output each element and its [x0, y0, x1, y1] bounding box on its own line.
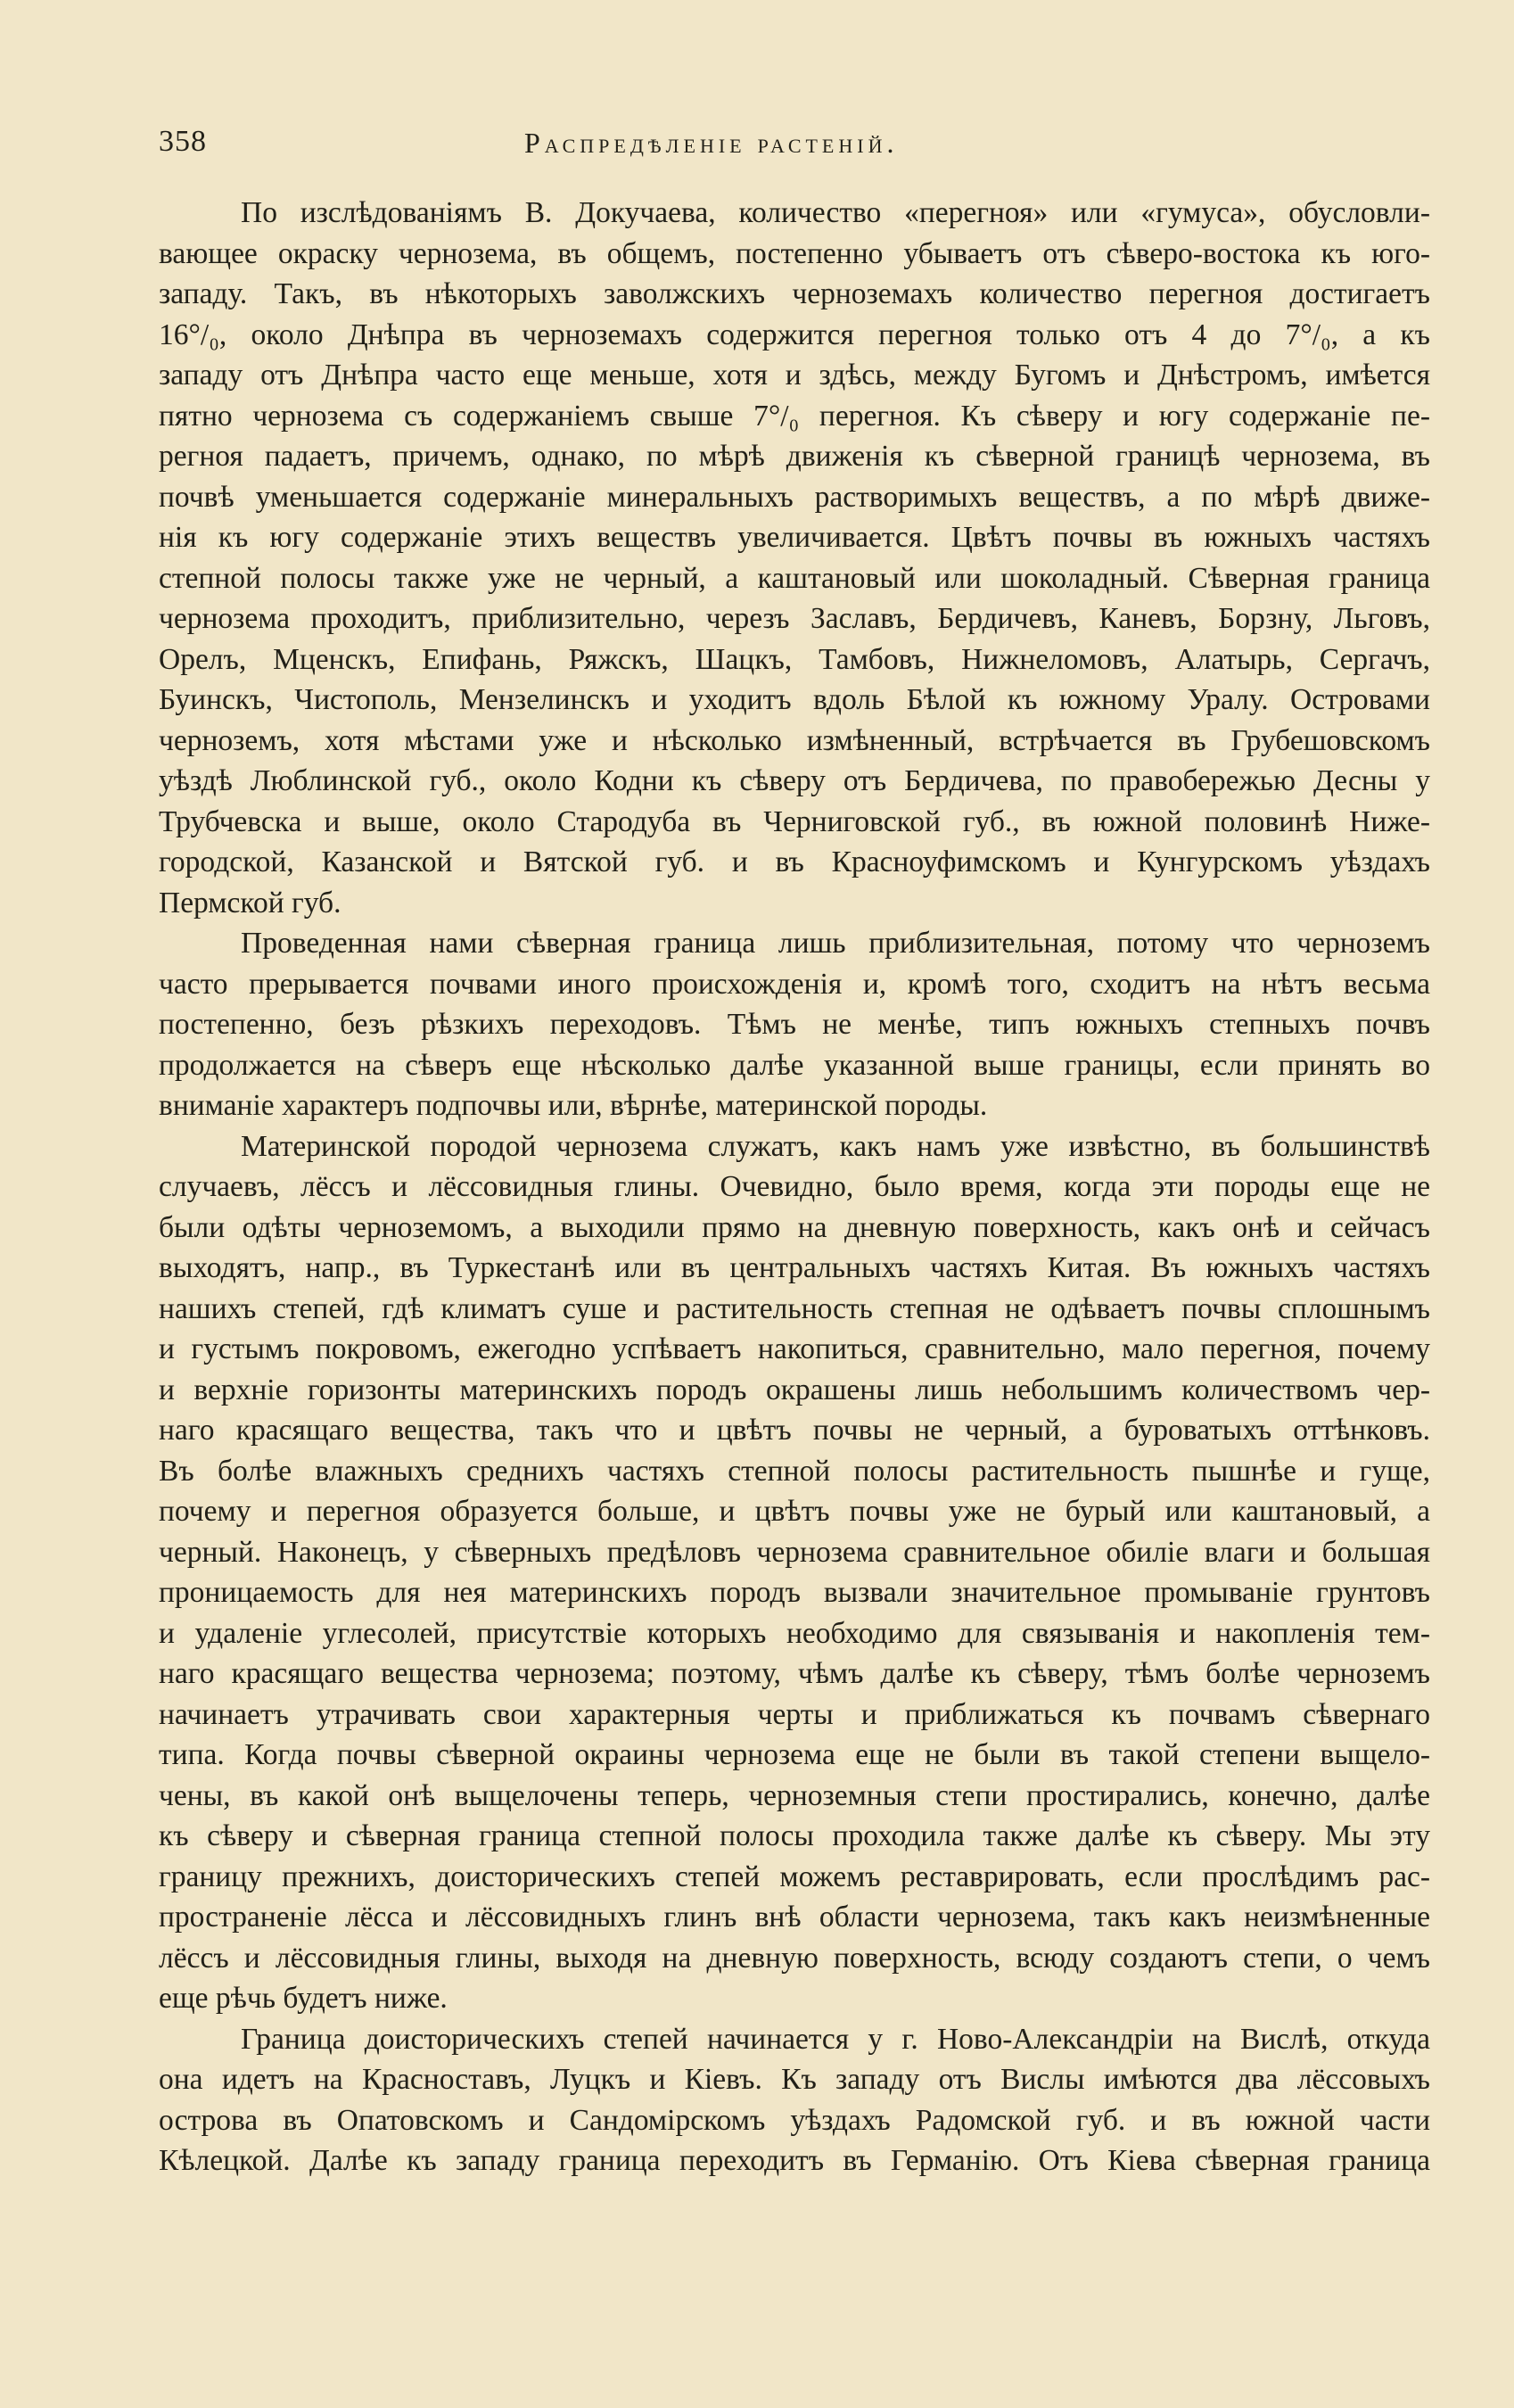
- text-line: вниманіе характеръ подпочвы или, вѣрнѣе, материнской породы.: [159, 1089, 988, 1122]
- text-line: границу прежнихъ, доисторическихъ степей можемъ реставрировать, если прослѣдимъ рас-: [159, 1860, 1430, 1893]
- body-text: [159, 193, 1430, 2181]
- text-line: нія къ югу содержаніе этихъ веществъ увеличивается. Цвѣтъ почвы въ южныхъ частяхъ: [159, 521, 1430, 554]
- text-line: Граница доисторическихъ степей начинается у г. Ново-Александріи на Вислѣ, откуда: [241, 2022, 1430, 2056]
- text-line: пятно чернозема съ содержаніемъ свыше 7°/₀ перегноя. Къ сѣверу и югу содержаніе пе-: [159, 399, 1430, 433]
- text-line: По изслѣдованіямъ В. Докучаева, количество «перегноя» или «гумуса», обусловли-: [241, 196, 1430, 229]
- text-line: почему и перегноя образуется больше, и цвѣтъ почвы уже не бурый или каштановый, а: [159, 1495, 1430, 1528]
- text-line: наго красящаго вещества чернозема; поэтому, чѣмъ далѣе къ сѣверу, тѣмъ болѣе черноземъ: [159, 1657, 1430, 1690]
- text-line: типа. Когда почвы сѣверной окраины чернозема еще не были въ такой степени выщело-: [159, 1738, 1430, 1771]
- text-line: выходятъ, напр., въ Туркестанѣ или въ центральныхъ частяхъ Китая. Въ южныхъ частяхъ: [159, 1251, 1430, 1284]
- text-line: проницаемость для нея материнскихъ породъ вызвали значительное промываніе грунтовъ: [159, 1576, 1430, 1609]
- paragraph: [159, 923, 1430, 1126]
- text-line: вающее окраску чернозема, въ общемъ, постепенно убываетъ отъ сѣверо-востока къ юго-: [159, 236, 1430, 270]
- text-line: почвѣ уменьшается содержаніе минеральныхъ растворимыхъ веществъ, а по мѣрѣ движе-: [159, 480, 1430, 514]
- text-line: западу. Такъ, въ нѣкоторыхъ заволжскихъ черноземахъ количество перегноя достигаетъ: [159, 277, 1430, 310]
- text-line: еще рѣчь будетъ ниже.: [159, 1982, 448, 2015]
- text-line: къ сѣверу и сѣверная граница степной полосы проходила также далѣе къ сѣверу. Мы эту: [159, 1819, 1430, 1852]
- text-line: пространеніе лёсса и лёссовидныхъ глинъ внѣ области чернозема, такъ какъ неизмѣненные: [159, 1901, 1430, 1934]
- text-line: и густымъ покровомъ, ежегодно успѣваетъ накопиться, сравнительно, мало перегноя, почему: [159, 1332, 1430, 1365]
- text-line: часто прерывается почвами иного происхожденія и, кромѣ того, сходитъ на нѣтъ весьма: [159, 967, 1430, 1001]
- paragraph: [159, 2019, 1430, 2181]
- text-line: Проведенная нами сѣверная граница лишь приблизительная, потому что черноземъ: [241, 927, 1430, 960]
- text-line: и удаленіе углесолей, присутствіе которыхъ необходимо для связыванія и накопленія тем-: [159, 1616, 1430, 1650]
- text-line: чернозема проходитъ, приблизительно, черезъ Заславъ, Бердичевъ, Каневъ, Борзну, Льговъ,: [159, 602, 1430, 635]
- text-line: острова въ Опатовскомъ и Сандомірскомъ уѣздахъ Радомской губ. и въ южной части: [159, 2103, 1430, 2137]
- text-line: случаевъ, лёссъ и лёссовидныя глины. Очевидно, было время, когда эти породы еще не: [159, 1170, 1430, 1203]
- text-line: черный. Наконецъ, у сѣверныхъ предѣловъ чернозема сравнительное обиліе влаги и большая: [159, 1535, 1430, 1569]
- text-line: 16°/₀, около Днѣпра въ черноземахъ содержится перегноя только отъ 4 до 7°/₀, а къ: [159, 317, 1430, 351]
- page-header: [159, 125, 1439, 171]
- text-line: уѣздѣ Люблинской губ., около Кодни къ сѣверу отъ Бердичева, по правобережью Десны у: [159, 764, 1430, 797]
- text-line: западу отъ Днѣпра часто еще меньше, хотя и здѣсь, между Бугомъ и Днѣстромъ, имѣется: [159, 359, 1430, 392]
- text-line: Материнской породой чернозема служатъ, какъ намъ уже извѣстно, въ большинствѣ: [241, 1129, 1430, 1163]
- text-line: чены, въ какой онѣ выщелочены теперь, черноземныя степи простирались, конечно, далѣе: [159, 1778, 1430, 1812]
- text-line: городской, Казанской и Вятской губ. и въ Красноуфимскомъ и Кунгурскомъ уѣздахъ: [159, 845, 1430, 878]
- text-line: Въ болѣе влажныхъ среднихъ частяхъ степной полосы растительность пышнѣе и гуще,: [159, 1454, 1430, 1488]
- text-line: наго красящаго вещества, такъ что и цвѣтъ почвы не черный, а буроватыхъ оттѣнковъ.: [159, 1414, 1430, 1447]
- text-line: Кѣлецкой. Далѣе къ западу граница переходитъ въ Германію. Отъ Кіева сѣверная граница: [159, 2144, 1430, 2177]
- text-line: продолжается на сѣверъ еще нѣсколько далѣе указанной выше границы, если принять во: [159, 1048, 1430, 1082]
- running-title: Распредѣленіе растеній.: [524, 127, 899, 159]
- paragraph: [159, 1126, 1430, 2019]
- text-line: степной полосы также уже не черный, а каштановый или шоколадный. Сѣверная граница: [159, 561, 1430, 595]
- text-line: и верхніе горизонты материнскихъ породъ окрашены лишь небольшимъ количествомъ чер-: [159, 1373, 1430, 1406]
- text-line: черноземъ, хотя мѣстами уже и нѣсколько измѣненный, встрѣчается въ Грубешовскомъ: [159, 723, 1430, 757]
- text-line: Пермской губ.: [159, 886, 341, 919]
- text-line: нашихъ степей, гдѣ климатъ суше и растительность степная не одѣваетъ почвы сплошнымъ: [159, 1291, 1430, 1325]
- text-line: лёссъ и лёссовидныя глины, выходя на дневную поверхность, всюду создаютъ степи, о чемъ: [159, 1941, 1430, 1975]
- text-line: начинаетъ утрачивать свои характерныя черты и приближаться къ почвамъ сѣвернаго: [159, 1697, 1430, 1731]
- text-line: были одѣты черноземомъ, а выходили прямо на дневную поверхность, какъ онѣ и сейчасъ: [159, 1210, 1430, 1244]
- text-line: она идетъ на Красноставъ, Луцкъ и Кіевъ. Къ западу отъ Вислы имѣются два лёссовыхъ: [159, 2063, 1430, 2096]
- text-line: Буинскъ, Чистополь, Мензелинскъ и уходитъ вдоль Бѣлой къ южному Уралу. Островами: [159, 683, 1430, 716]
- text-line: Трубчевска и выше, около Стародуба въ Черниговской губ., въ южной половинѣ Ниже-: [159, 804, 1430, 838]
- text-line: постепенно, безъ рѣзкихъ переходовъ. Тѣмъ не менѣе, типъ южныхъ степныхъ почвъ: [159, 1008, 1430, 1041]
- text-line: регноя падаетъ, причемъ, однако, по мѣрѣ движенія къ сѣверной границѣ чернозема, въ: [159, 440, 1430, 473]
- page-number: 358: [159, 125, 207, 158]
- paragraph: [159, 193, 1430, 923]
- text-line: Орелъ, Мценскъ, Епифань, Ряжскъ, Шацкъ, Тамбовъ, Нижнеломовъ, Алатырь, Сергачъ,: [159, 642, 1430, 676]
